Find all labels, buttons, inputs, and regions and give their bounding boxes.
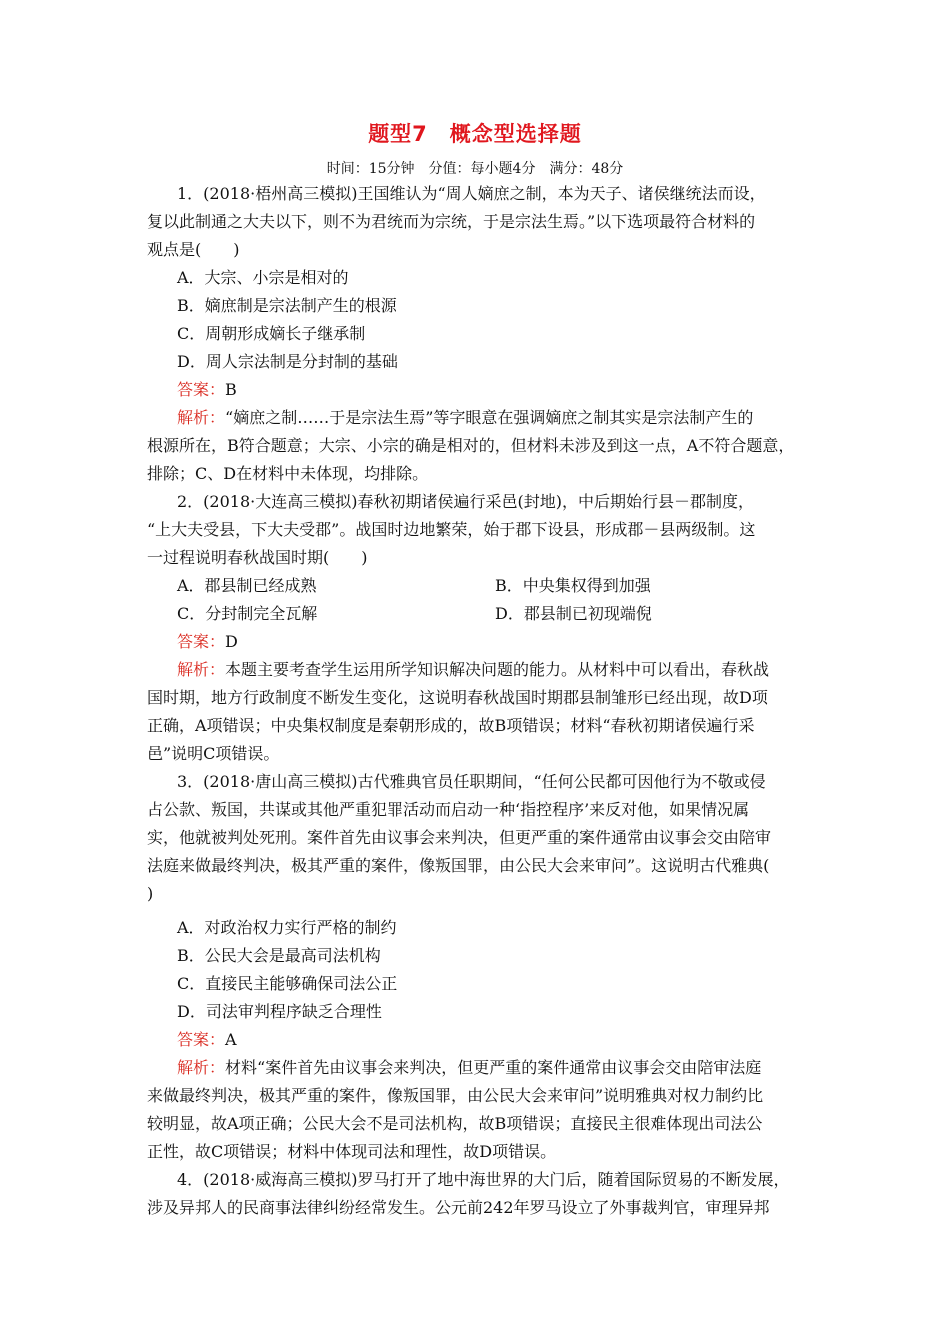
analysis-text: 本题主要考查学生运用所学知识解决问题的能力。从材料中可以看出，春秋战 [225,660,770,679]
question-stem-line: 1．(2018·梧州高三模拟)王国维认为“周人嫡庶之制，本为天子、诸侯继统法而设， [177,184,766,203]
analysis-text: “嫡庶之制……于是宗法生焉”等字眼意在强调嫡庶之制其实是宗法制产生的 [225,408,754,427]
question-1 [147,180,813,488]
option-c: C．周朝形成嫡长子继承制 [177,324,366,343]
question-stem-line: ) [147,884,154,903]
answer-label: 答案： [177,632,226,651]
analysis-label: 解析： [177,408,226,427]
question-2 [147,488,813,768]
analysis-line [147,1054,813,1082]
answer-label: 答案： [177,380,226,399]
analysis-label: 解析： [177,660,226,679]
option-c: C．分封制完全瓦解 [177,604,318,623]
answer-value: D [225,632,238,651]
exam-meta: 时间：15分钟 分值：每小题4分 满分：48分 [326,161,624,177]
analysis-line: 排除；C、D在材料中未体现，均排除。 [147,464,429,483]
analysis-line: 根源所在，B符合题意；大宗、小宗的确是相对的，但材料未涉及到这一点，A不符合题意， [147,436,795,455]
answer-line [147,376,813,404]
analysis-line: 邑”说明C项错误。 [147,744,280,763]
question-stem-line: “上大夫受县，下大夫受郡”。战国时边地繁荣，始于郡下设县，形成郡－县两级制。这 [147,520,756,539]
analysis-line [147,404,813,432]
option-d: D．郡县制已初现端倪 [495,604,652,623]
question-stem-line: 占公款、叛国，共谋或其他严重犯罪活动而启动一种‘指控程序’来反对他，如果情况属 [147,800,750,819]
question-stem-line: 观点是( ) [147,240,240,259]
analysis-line: 正确，A项错误；中央集权制度是秦朝形成的，故B项错误；材料“春秋初期诸侯遍行采 [147,716,755,735]
answer-value: B [225,380,237,399]
analysis-text: 材料“案件首先由议事会来判决，但更严重的案件通常由议事会交由陪审法庭 [225,1058,762,1077]
answer-line [147,1026,813,1054]
option-a: A．对政治权力实行严格的制约 [177,918,397,937]
option-a: A．大宗、小宗是相对的 [177,268,349,287]
option-b: B．中央集权得到加强 [495,576,651,595]
option-b: B．嫡庶制是宗法制产生的根源 [177,296,397,315]
answer-label: 答案： [177,1030,226,1049]
option-d: D．周人宗法制是分封制的基础 [177,352,398,371]
answer-value: A [225,1030,237,1049]
analysis-line: 较明显，故A项正确；公民大会不是司法机构，故B项错误；直接民主很难体现出司法公 [147,1114,763,1133]
option-d: D．司法审判程序缺乏合理性 [177,1002,382,1021]
question-stem-line: 一过程说明春秋战国时期( ) [147,548,368,567]
analysis-line: 来做最终判决，极其严重的案件，像叛国罪，由公民大会来审问”说明雅典对权力制约比 [147,1086,764,1105]
question-4 [147,1166,813,1222]
question-stem-line: 涉及异邦人的民商事法律纠纷经常发生。公元前242年罗马设立了外事裁判官，审理异邦 [147,1198,770,1217]
question-stem-line: 3．(2018·唐山高三模拟)古代雅典官员任职期间，“任何公民都可因他行为不敬或侵 [177,772,766,791]
question-stem-line: 实，他就被判处死刑。案件首先由议事会来判决，但更严重的案件通常由议事会交由陪审 [147,828,772,847]
answer-line [147,628,813,656]
page-title: 题型7 概念型选择题 [368,122,582,146]
option-a: A．郡县制已经成熟 [177,576,317,595]
question-stem-line: 4．(2018·威海高三模拟)罗马打开了地中海世界的大门后，随着国际贸易的不断发展， [177,1170,790,1189]
question-stem-line: 复以此制通之大夫以下，则不为君统而为宗统，于是宗法生焉。”以下选项最符合材料的 [147,212,756,231]
option-row [147,572,813,600]
analysis-line [147,656,813,684]
question-stem-line: 2．(2018·大连高三模拟)春秋初期诸侯遍行采邑(封地)，中后期始行县－郡制度， [177,492,754,511]
question-3 [147,768,813,1166]
question-stem-line: 法庭来做最终判决，极其严重的案件，像叛国罪，由公民大会来审问”。这说明古代雅典( [147,856,770,875]
option-c: C．直接民主能够确保司法公正 [177,974,398,993]
analysis-line: 国时期，地方行政制度不断发生变化，这说明春秋战国时期郡县制雏形已经出现，故D项 [147,688,768,707]
analysis-line: 正性，故C项错误；材料中体现司法和理性，故D项错误。 [147,1142,557,1161]
option-row [147,600,813,628]
question-list [147,180,813,1222]
option-b: B．公民大会是最高司法机构 [177,946,381,965]
analysis-label: 解析： [177,1058,226,1077]
